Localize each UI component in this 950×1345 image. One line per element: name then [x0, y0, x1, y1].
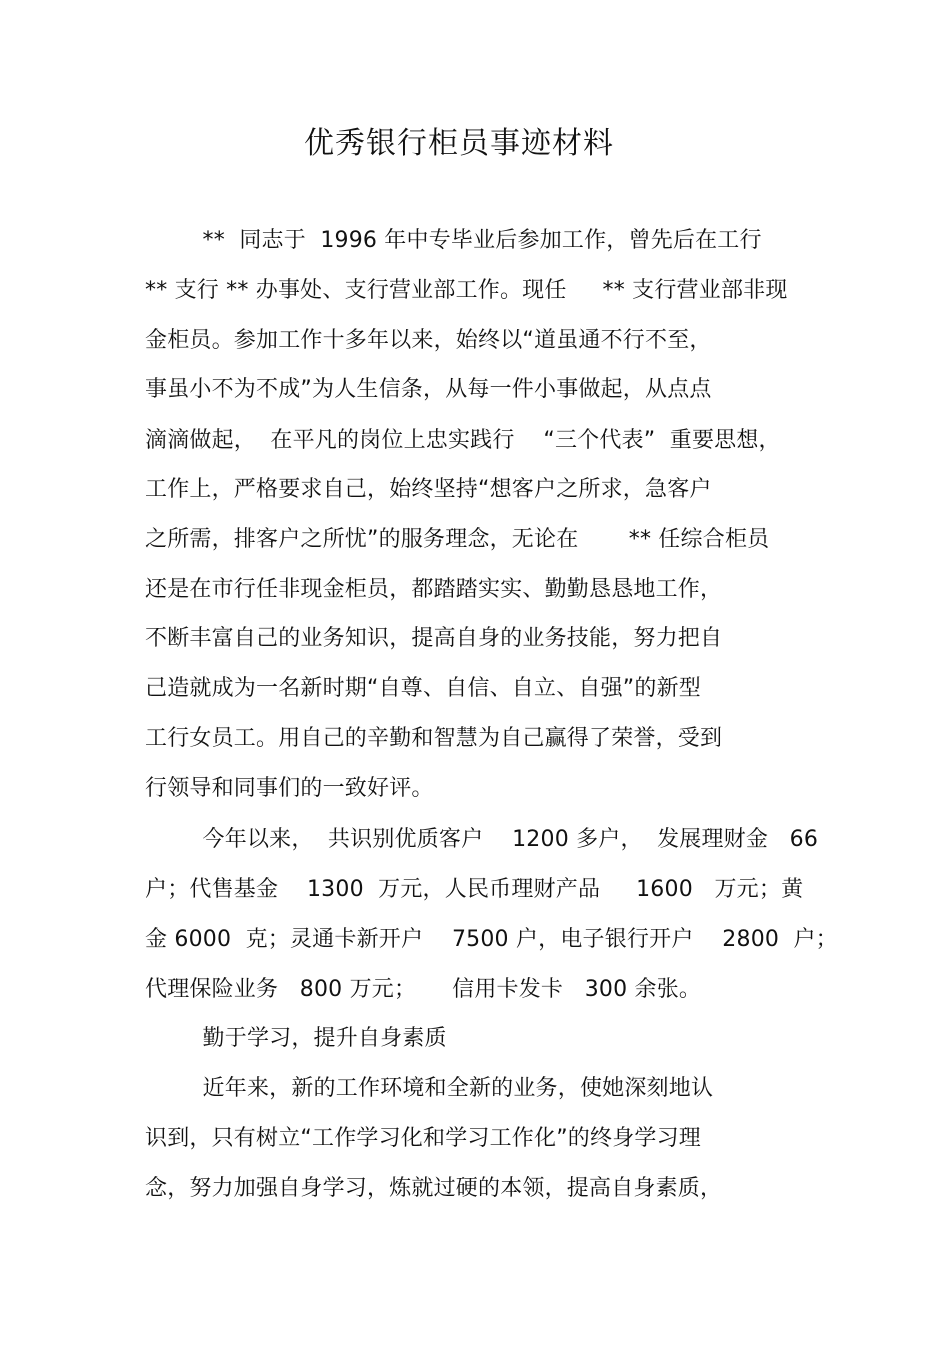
body-line: 近年来，新的工作环境和全新的业务，使她深刻地认 — [145, 1076, 714, 1101]
body-line: 代理保险业务 800 万元； 信用卡发卡 300 余张。 — [145, 977, 702, 1002]
body-line: 户；代售基金 1300 万元，人民币理财产品 1600 万元；黄 — [145, 877, 804, 902]
body-line: 金柜员。参加工作十多年以来，始终以“道虽通不行不至， — [145, 328, 712, 353]
body-line: 己造就成为一名新时期“自尊、自信、自立、自强”的新型 — [145, 676, 701, 701]
body-line: 还是在市行任非现金柜员，都踏踏实实、勤勤恳恳地工作， — [145, 577, 723, 602]
body-line: 事虽小不为不成”为人生信条，从每一件小事做起，从点点 — [145, 377, 712, 402]
body-line: 滴滴做起， 在平凡的岗位上忠实践行 “三个代表” 重要思想， — [145, 428, 781, 453]
body-line: 行领导和同事们的一致好评。 — [145, 776, 434, 801]
body-line: 不断丰富自己的业务知识，提高自身的业务技能，努力把自 — [145, 626, 723, 651]
body-line: 之所需，排客户之所忧”的服务理念，无论在 ** 任综合柜员 — [145, 527, 770, 552]
body-line: 识到，只有树立“工作学习化和学习工作化”的终身学习理 — [145, 1126, 701, 1151]
body-line: 今年以来， 共识别优质客户 1200 多户， 发展理财金 66 — [145, 827, 819, 852]
section-heading: 勤于学习，提升自身素质 — [145, 1026, 447, 1051]
body-line: 金 6000 克；灵通卡新开户 7500 户，电子银行开户 2800 户； — [145, 927, 838, 952]
body-line: 工行女员工。用自己的辛勤和智慧为自己赢得了荣誉，受到 — [145, 726, 723, 751]
body-line: 念，努力加强自身学习，炼就过硬的本领，提高自身素质， — [145, 1176, 723, 1201]
body-line: 工作上，严格要求自己，始终坚持“想客户之所求，急客户 — [145, 477, 712, 502]
body-line: ** 同志于 1996 年中专毕业后参加工作，曾先后在工行 — [145, 228, 762, 253]
document-title: 优秀银行柜员事迹材料 — [304, 126, 614, 161]
body-line: ** 支行 ** 办事处、支行营业部工作。现任 ** 支行营业部非现 — [145, 278, 788, 303]
